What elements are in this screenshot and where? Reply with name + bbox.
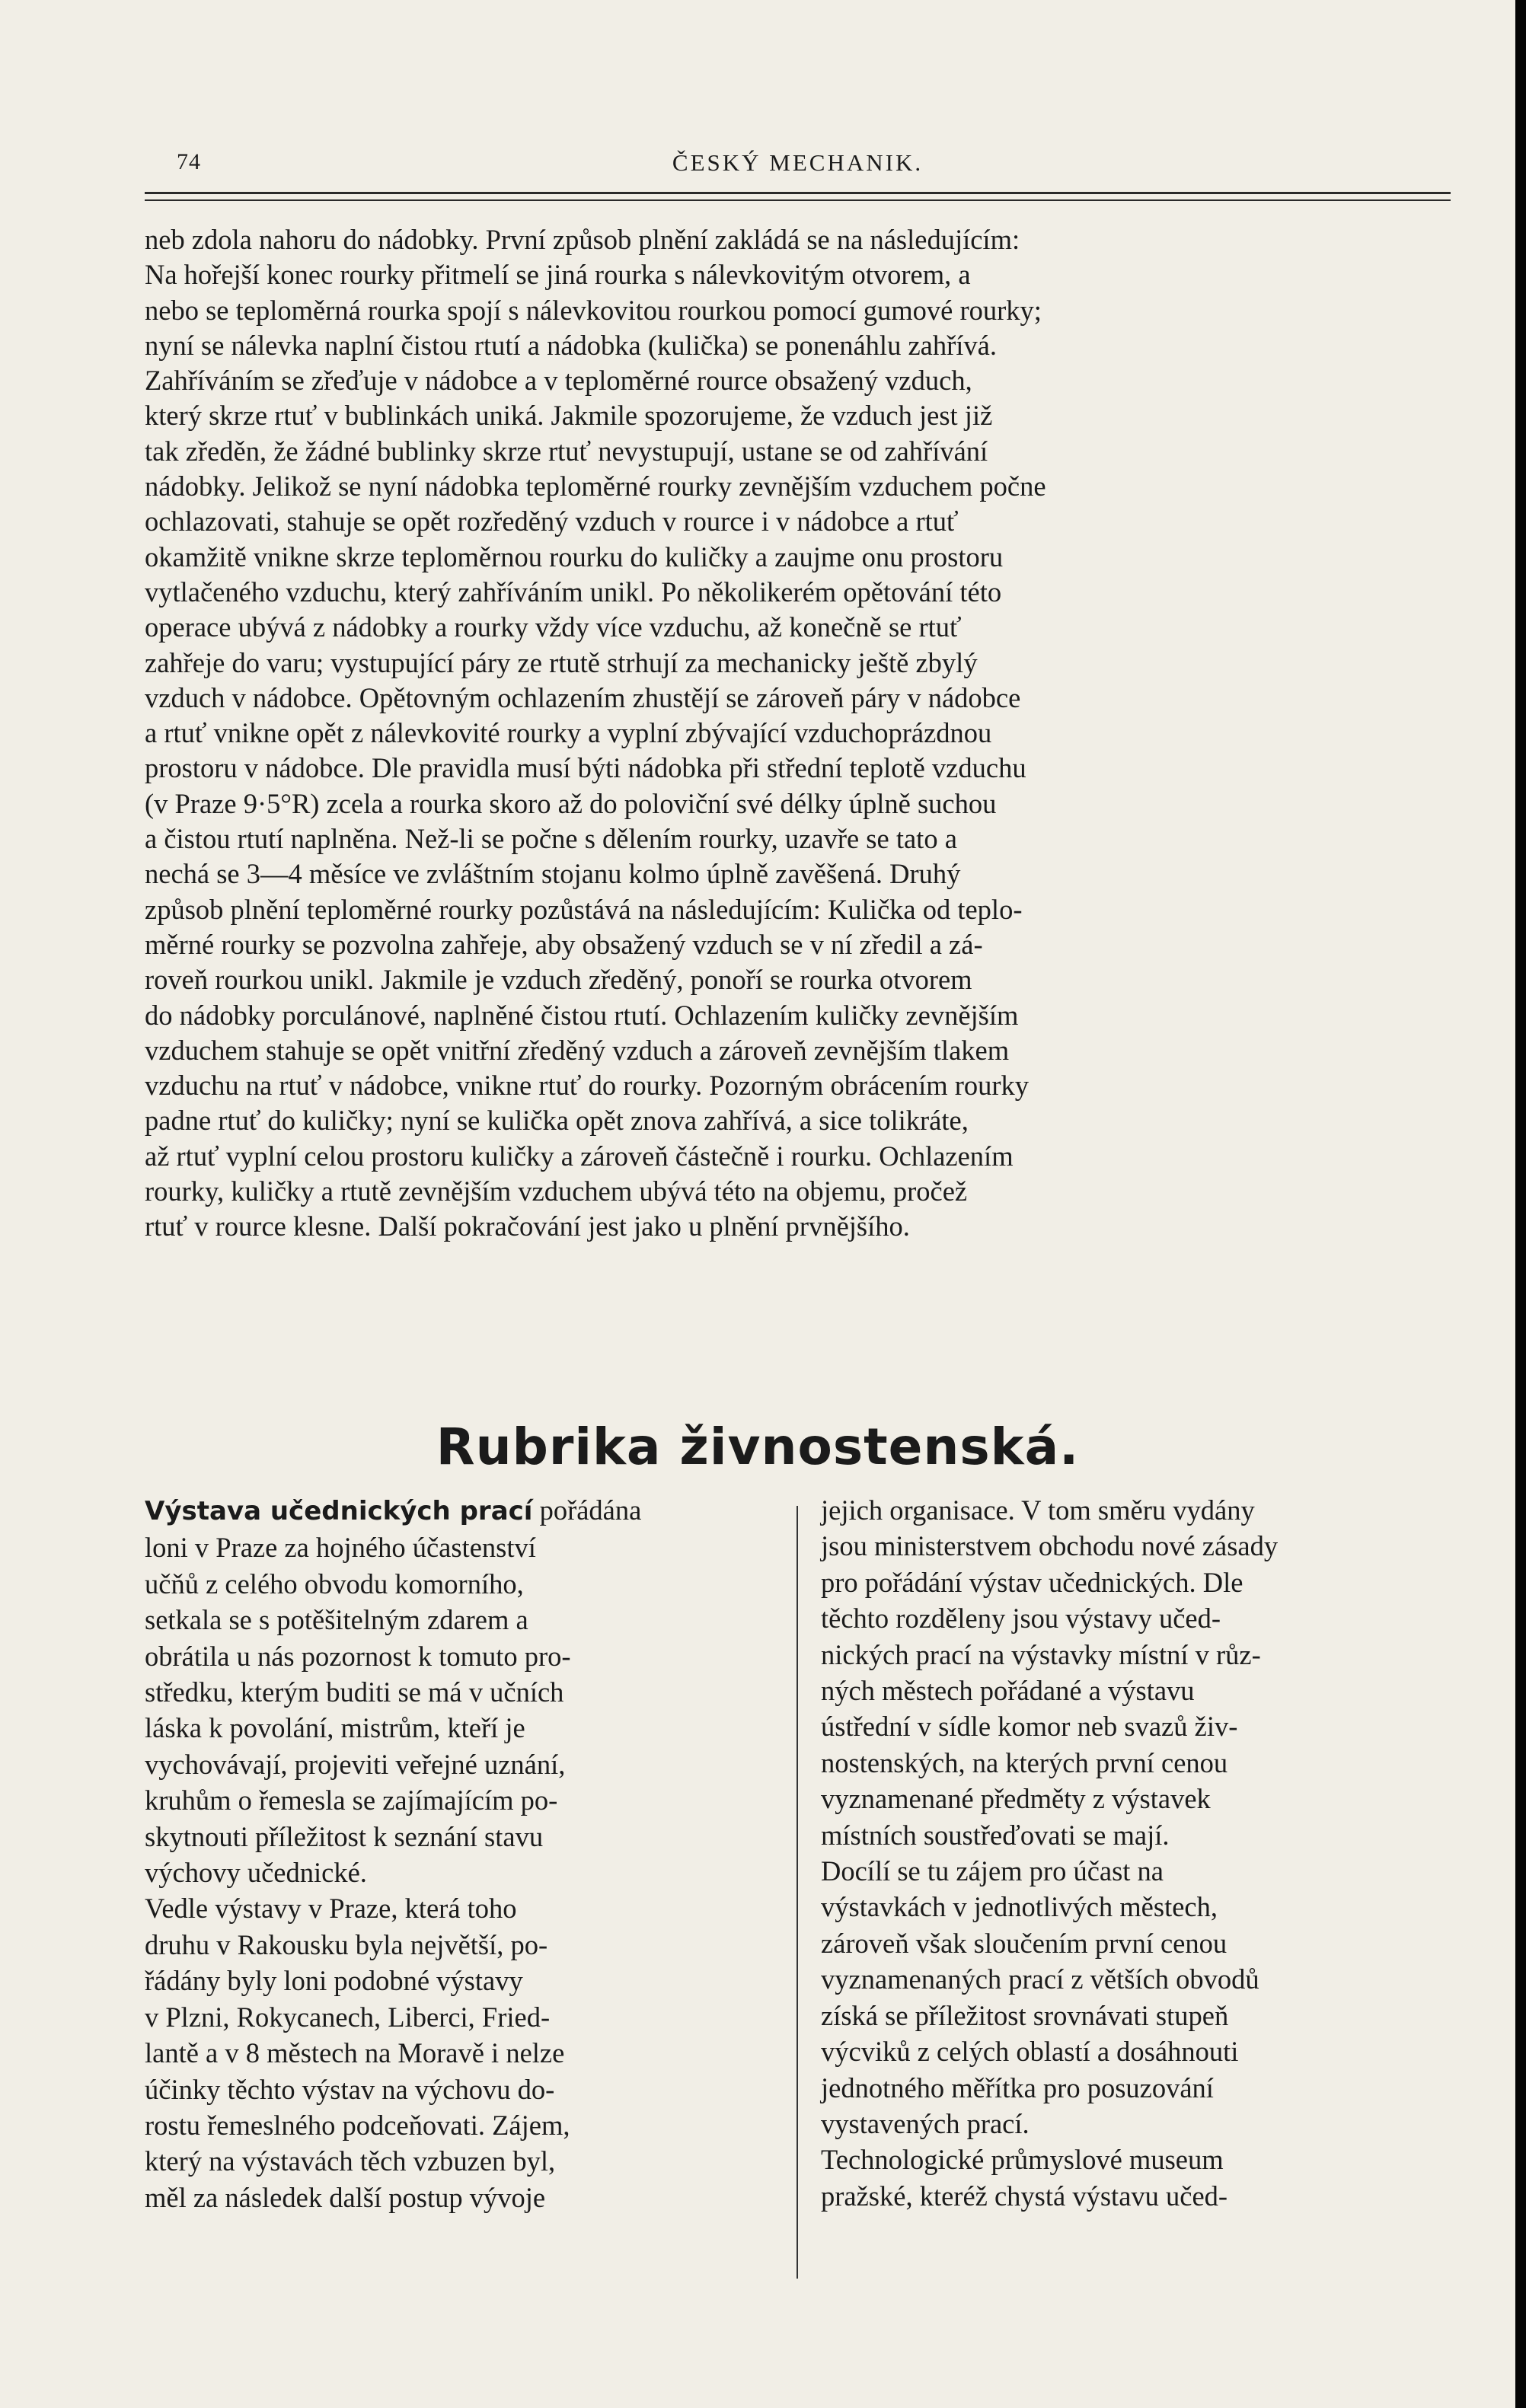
journal-title: ČESKÝ MECHANIK. xyxy=(672,149,924,176)
right-column xyxy=(821,1492,1461,2214)
left-paragraph-1-text: pořádána loni v Praze za hojného účastenství učňů z celého obvodu komorního, setkala se s potěšitelným zdarem a obrátila u nás pozornost k tomuto pro- středku, kterým buditi se má v učních láska k povolání, mistrům, kteří je vychovávají, projeviti veřejné uznání, kruhům o řemesla se zajímajícím po- skytnouti příležitost k seznání stavu výchovy učednické. xyxy=(145,1494,642,1889)
left-column xyxy=(145,1492,774,2215)
right-paragraph-1: jejich organisace. V tom směru vydány jsou ministerstvem obchodu nové zásady pro pořádání výstav učednických. Dle těchto rozděleny jsou výstavy učed- nických prací na výstavky místní v růz- ných městech pořádané a výstavu ústřední v sídle komor neb svazů živ- nostenských, na kterých první cenou vyznamenané předměty z výstavek místních soustřeďovati se mají. xyxy=(821,1494,1279,1851)
continued-paragraph: neb zdola nahoru do nádobky. První způsob plnění zakládá se na následujícím: Na hořejší konec rourky přitmelí se jiná rourka s nálevkovitým otvorem, a nebo se teploměrná rourka spojí s nálevkovitou rourkou pomocí gumové rourky; nyní se nálevka naplní čistou rtutí a nádobka (kulička) se ponenáhlu zahřívá. Zahříváním se zřeďuje v nádobce a v teploměrné rource obsažený vzduch, který skrze rtuť v bublinkách uniká. Jakmile spozorujeme, že vzduch jest již tak zředěn, že žádné bublinky skrze rtuť nevystupují, ustane se od zahřívání nádobky. Jelikož se nyní nádobka teploměrné rourky zevnějším vzduchem počne ochlazovati, stahuje se opět rozředěný vzduch v rource i v nádobce a rtuť okamžitě vnikne skrze teploměrnou rourku do kuličky a zaujme onu prostoru vytlačeného vzduchu, který zahříváním unikl. Po několikerém opětování této operace ubývá z nádobky a rourky vždy více vzduchu, až konečně se rtuť zahřeje do varu; vystupující páry ze rtutě strhují za mechanicky ještě zbylý vzduch v nádobce. Opětovným ochlazením zhustějí se zároveň páry v nádobce a rtuť vnikne opět z nálevkovité rourky a vyplní zbývající vzduchoprázdnou prostoru v nádobce. Dle pravidla musí býti nádobka při střední teplotě vzduchu (v Praze 9·5°R) zcela a rourka skoro až do poloviční své délky úplně suchou a čistou rtutí naplněna. Než-li se počne s dělením rourky, uzavře se tato a nechá se 3—4 měsíce ve zvláštním stojanu kolmo úplně zavěšená. Druhý způsob plnění teploměrné rourky pozůstává na následujícím: Kulička od teplo- měrné rourky se pozvolna zahřeje, aby obsažený vzduch se v ní zředil a zá- roveň rourkou unikl. Jakmile je vzduch zředěný, ponoří se rourka otvorem do nádobky porculánové, naplněné čistou rtutí. Ochlazením kuličky zevnějším vzduchem stahuje se opět vnitřní zředěný vzduch a zároveň zevnějším tlakem vzduchu na rtuť v nádobce, vnikne rtuť do rourky. Pozorným obrácením rourky padne rtuť do kuličky; nyní se kulička opět znova zahřívá, a sice tolikráte, až rtuť vyplní celou prostoru kuličky a zároveň částečně i rourku. Ochlazením rourky, kuličky a rtutě zevnějším vzduchem ubývá této na objemu, pročež rtuť v rource klesne. Další pokračování jest jako u plnění prvnějšího. xyxy=(145,224,1046,1242)
article-continuation xyxy=(145,222,1458,1245)
scan-edge xyxy=(1515,0,1526,2408)
lead-heading: Výstava učednických prací xyxy=(145,1496,533,1526)
column-divider xyxy=(797,1506,798,2279)
running-head xyxy=(145,149,1451,187)
right-paragraph-3: Technologické průmyslové museum pražské, kteréž chystá výstavu učed- xyxy=(821,2144,1228,2212)
page-number: 74 xyxy=(177,149,201,174)
section-title: Rubrika živnostenská. xyxy=(436,1418,1080,1476)
left-paragraph-2: Vedle výstavy v Praze, která toho druhu v Rakousku byla největší, po- řádány byly loni podobné výstavy v Plzni, Rokycanech, Liberci, Fried- lantě a v 8 městech na Moravě i nelze účinky těchto výstav na výchovu do- rostu řemeslného podceňovati. Zájem, který na výstavách těch vzbuzen byl, měl za následek další postup vývoje xyxy=(145,1893,570,2213)
left-paragraph-1 xyxy=(145,1492,774,1890)
header-rule xyxy=(145,192,1451,194)
header-rule-secondary xyxy=(145,199,1451,201)
right-paragraph-2: Docílí se tu zájem pro účast na výstavkách v jednotlivých městech, zároveň však sloučením první cenou vyznamenaných prací z větších obvodů získá se příležitost srovnávati stupeň výcviků z celých oblastí a dosáhnouti jednotného měřítka pro posuzování vystavených prací. xyxy=(821,1855,1259,2139)
